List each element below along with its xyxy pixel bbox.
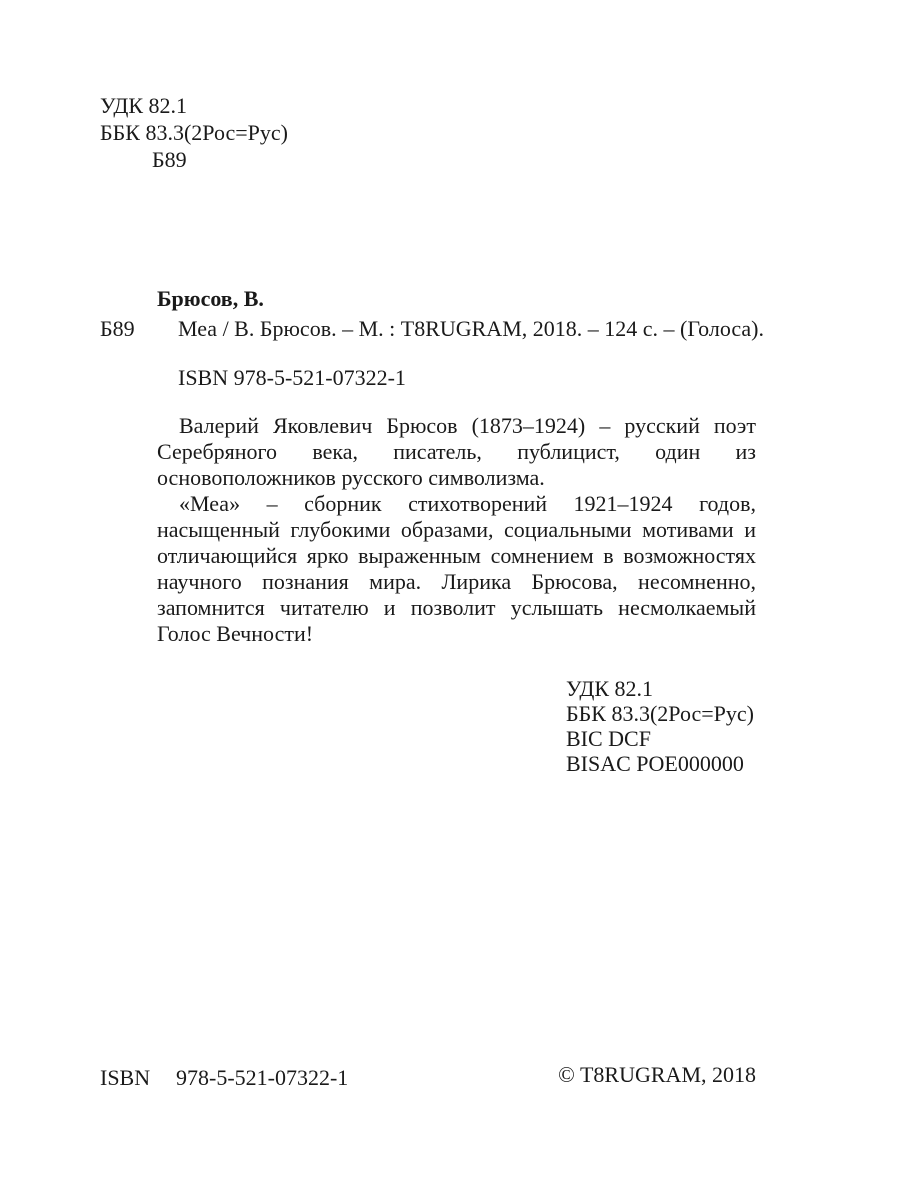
classification-block-bottom <box>566 676 754 776</box>
annotation-paragraph-author: Валерий Яковлевич Брюсов (1873–1924) – русский поэт Серебряного века, писатель, публицист, один из основоположников русского символизма. <box>157 413 756 490</box>
bisac-code: BISAC POE000000 <box>566 751 744 776</box>
entry-author-mark: Б89 <box>100 316 135 341</box>
footer-isbn-label: ISBN <box>100 1065 151 1090</box>
classification-block-top <box>100 92 400 173</box>
copyright-notice: © T8RUGRAM, 2018 <box>558 1062 756 1087</box>
footer-isbn-value: 978-5-521-07322-1 <box>176 1065 349 1090</box>
entry-isbn: ISBN 978-5-521-07322-1 <box>178 365 406 390</box>
bibliographic-description: Меа / В. Брюсов. – М. : T8RUGRAM, 2018. – 124 с. – (Голоса). <box>178 316 764 341</box>
udk-code: УДК 82.1 <box>100 93 188 118</box>
bbk-code-bottom: ББК 83.3(2Рос=Рус) <box>566 701 754 726</box>
bbk-code: ББК 83.3(2Рос=Рус) <box>100 120 288 145</box>
author-heading: Брюсов, В. <box>157 286 264 311</box>
annotation <box>157 413 756 647</box>
bic-code: BIC DCF <box>566 726 651 751</box>
udk-code-bottom: УДК 82.1 <box>566 676 654 701</box>
author-mark: Б89 <box>152 147 187 172</box>
annotation-paragraph-book: «Меа» – сборник стихотворений 1921–1924 годов, насыщенный глубокими образами, социальными мотивами и отличающийся ярко выраженным сомнением в возможностях научного познания мира. Лирика Брюсова, несомненно, запомнится читателю и позволит услышать несмолкаемый Голос Вечности! <box>157 491 756 646</box>
